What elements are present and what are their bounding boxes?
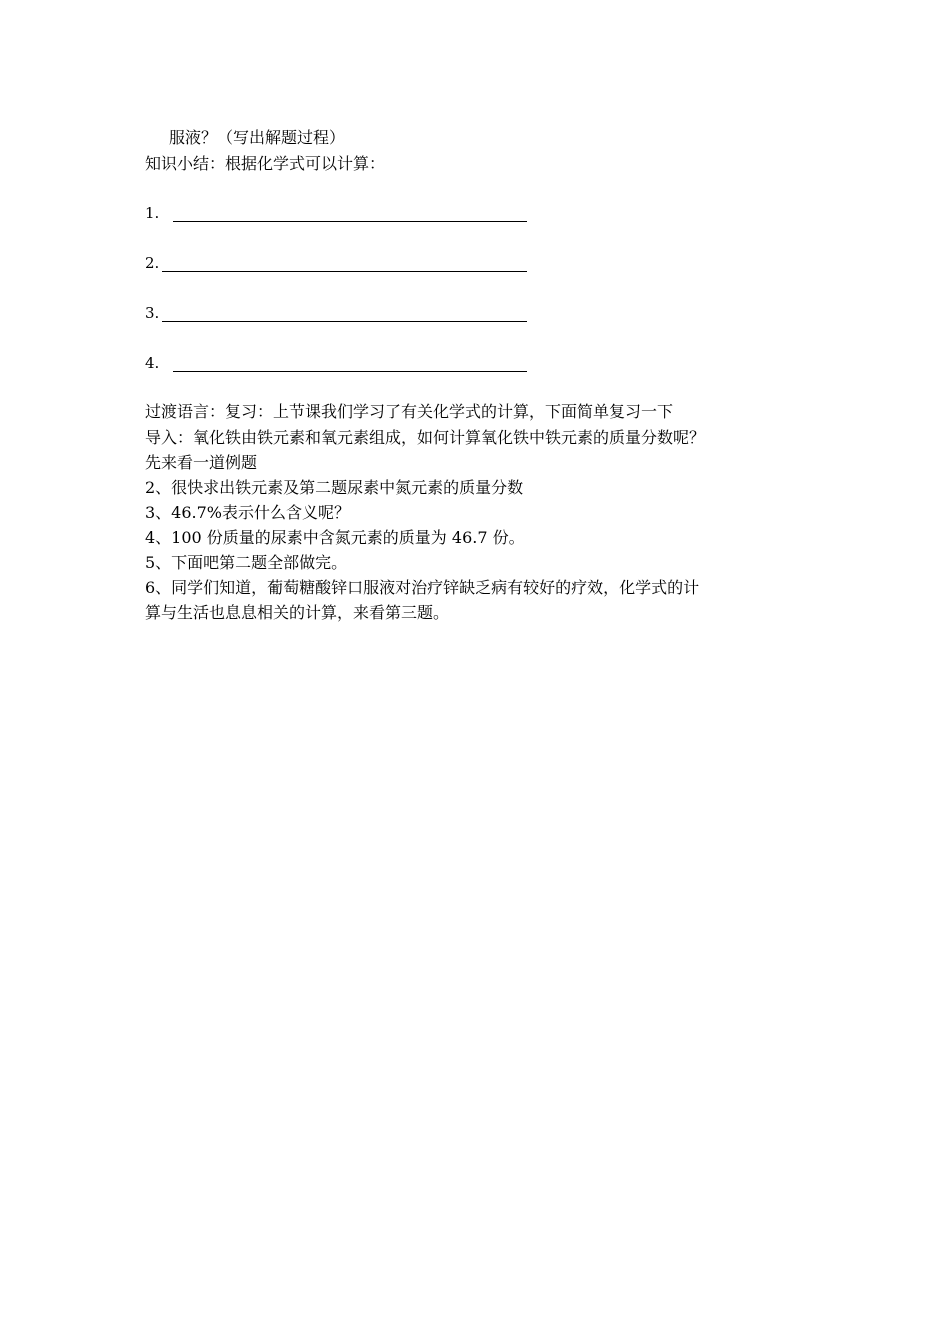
blank-number-4: 4.: [145, 354, 160, 372]
intro-line: 服液？（写出解题过程）: [169, 128, 346, 147]
summary-heading: 知识小结：根据化学式可以计算：: [145, 154, 386, 173]
blank-number-3: 3.: [145, 304, 160, 322]
transition-line-9: 算与生活也息息相关的计算，来看第三题。: [145, 603, 450, 622]
blank-row-3: [145, 303, 159, 325]
transition-line-7: 5、下面吧第二题全部做完。: [145, 553, 348, 572]
blank-number-2: 2.: [145, 254, 160, 272]
fill-in-line-4: [173, 371, 527, 372]
fill-in-line-2: [162, 271, 527, 272]
transition-line-3: 先来看一道例题: [145, 453, 258, 472]
blank-row-2: [145, 253, 159, 275]
transition-line-6: 4、100 份质量的尿素中含氮元素的质量为 46.7 份。: [145, 528, 525, 547]
blank-number-1: 1.: [145, 204, 160, 222]
fill-in-line-1: [173, 221, 527, 222]
blank-row-4: [145, 353, 159, 375]
fill-in-line-3: [162, 321, 527, 322]
transition-line-8: 6、同学们知道，葡萄糖酸锌口服液对治疗锌缺乏病有较好的疗效，化学式的计: [145, 578, 700, 597]
transition-line-2: 导入：氧化铁由铁元素和氧元素组成，如何计算氧化铁中铁元素的质量分数呢？: [145, 428, 706, 447]
transition-line-1: 过渡语言：复习：上节课我们学习了有关化学式的计算，下面简单复习一下: [145, 402, 674, 421]
transition-line-5: 3、46.7%表示什么含义呢？: [145, 503, 351, 522]
transition-line-4: 2、很快求出铁元素及第二题尿素中氮元素的质量分数: [145, 478, 524, 497]
blank-row-1: [145, 203, 159, 225]
